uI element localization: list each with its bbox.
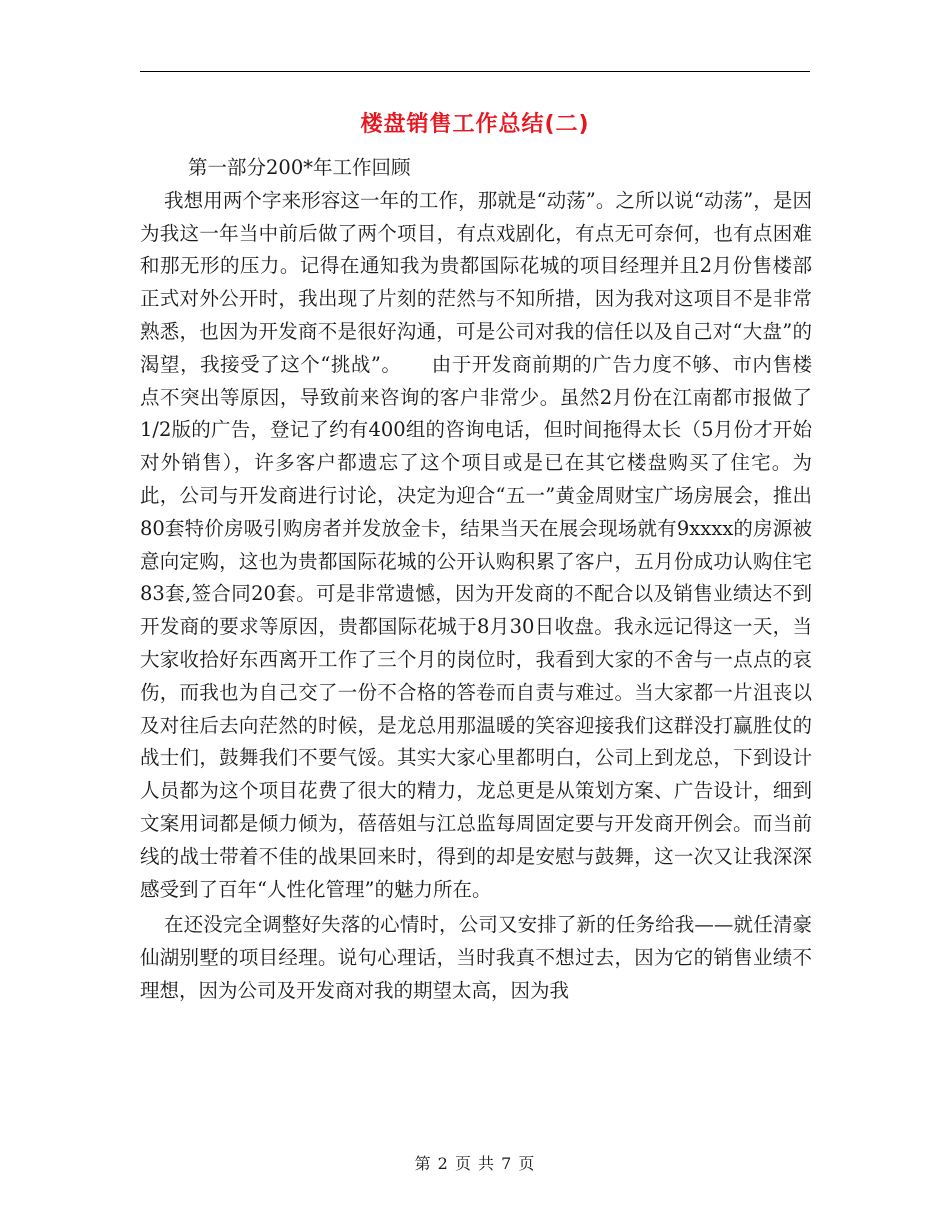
header-rule — [140, 71, 810, 72]
section-heading: 第一部分200*年工作回顾 — [188, 156, 411, 179]
paragraph-1: 我想用两个字来形容这一年的工作，那就是“动荡”。之所以说“动荡”，是因为我这一年当中前后做了两个项目，有点戏剧化，有点无可奈何，也有点困难和那无形的压力。记得在通知我为贵都国际花城的项目经理并且2月份售楼部正式对外公开时，我出现了片刻的茫然与不知所措，因为我对这项目不是非常熟悉，也因为开发商不是很好沟通，可是公司对我的信任以及自己对“大盘”的渴望，我接受了这个“挑战”。 由于开发商前期的广告力度不够、市内售楼点不突出等原因，导致前来咨询的客户非常少。虽然2月份在江南都市报做了1/2版的广告，登记了约有400组的咨询电话，但时间拖得太长（5月份才开始对外销售），许多客户都遗忘了这个项目或是已在其它楼盘购买了住宅。为此，公司与开发商进行讨论，决定为迎合“五一”黄金周财宝广场房展会，推出80套特价房吸引购房者并发放金卡，结果当天在展会现场就有9xxxx的房源被意向定购，这也为贵都国际花城的公开认购积累了客户，五月份成功认购住宅83套,签合同20套。可是非常遗憾，因为开发商的不配合以及销售业绩达不到开发商的要求等原因，贵都国际花城于8月30日收盘。我永远记得这一天，当大家收拾好东西离开工作了三个月的岗位时，我看到大家的不舍与一点点的哀伤，而我也为自己交了一份不合格的答卷而自责与难过。当大家都一片沮丧以及对往后去向茫然的时候，是龙总用那温暖的笑容迎接我们这群没打赢胜仗的战士们，鼓舞我们不要气馁。其实大家心里都明白，公司上到龙总，下到设计人员都为这个项目花费了很大的精力，龙总更是从策划方案、广告设计，细到文案用词都是倾力倾为，蓓蓓姐与江总监每周固定要与开发商开例会。而当前线的战士带着不佳的战果回来时，得到的却是安慰与鼓舞，这一次又让我深深感受到了百年“人性化管理”的魅力所在。 — [140, 188, 812, 901]
page-number: 第 2 页 共 7 页 — [414, 1154, 536, 1173]
document-body — [140, 152, 812, 1008]
document-title: 楼盘销售工作总结(二) — [360, 112, 590, 137]
paragraph-2: 在还没完全调整好失落的心情时，公司又安排了新的任务给我——就任清豪仙湖别墅的项目经理。说句心理话，当时我真不想过去，因为它的销售业绩不理想，因为公司及开发商对我的期望太高，因为我 — [140, 913, 812, 1002]
